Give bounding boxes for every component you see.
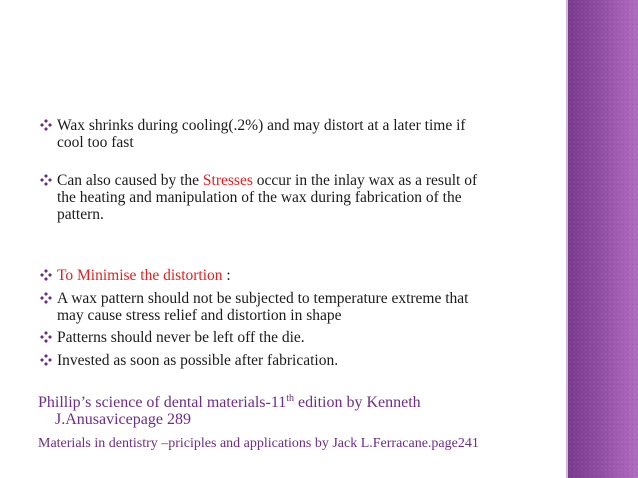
reference-ferracane: Materials in dentistry –priciples and applications by Jack L.Ferracane.page241	[38, 436, 479, 451]
highlight-stresses: Stresses	[202, 172, 253, 189]
bullet-text	[57, 267, 527, 284]
bullet-line: Invested as soon as possible after fabrication.	[57, 352, 339, 369]
bullet-text-post: :	[222, 267, 231, 284]
reference-text-line2: J.Anusavicepage 289	[55, 411, 191, 428]
bullet-text-pre: Can also caused by the	[57, 172, 203, 189]
bullet-text-post: occur in the inlay wax as a result of	[252, 172, 478, 189]
bullet-text	[57, 290, 527, 324]
reference-phillips	[38, 394, 538, 428]
diamond-bullet-icon	[40, 354, 52, 366]
bullet-line: Patterns should never be left off the die.	[57, 329, 305, 346]
diamond-bullet-icon	[40, 292, 52, 304]
diamond-bullet-icon	[40, 331, 52, 343]
highlight-minimise: To Minimise the distortion	[57, 267, 223, 284]
sidebar-texture	[568, 0, 638, 478]
reference-text: Phillip’s science of dental materials-11	[38, 394, 287, 411]
bullet-line: cool too fast	[57, 134, 134, 151]
bullet-text	[57, 172, 527, 223]
bullet-line: Wax shrinks during cooling(.2%) and may distort at a later time if	[57, 117, 466, 134]
bullet-line: may cause stress relief and distortion in shape	[57, 307, 342, 324]
diamond-bullet-icon	[40, 269, 52, 281]
bullet-text	[57, 329, 527, 346]
reference-superscript: th	[286, 393, 295, 404]
decorative-sidebar	[568, 0, 638, 478]
diamond-bullet-icon	[40, 119, 52, 131]
reference-text: edition by Kenneth	[294, 394, 421, 411]
bullet-line: pattern.	[57, 206, 104, 223]
bullet-text	[57, 352, 527, 369]
bullet-line: A wax pattern should not be subjected to temperature extreme that	[57, 290, 469, 307]
bullet-line: the heating and manipulation of the wax during fabrication of the	[57, 189, 462, 206]
diamond-bullet-icon	[40, 174, 52, 186]
bullet-text	[57, 117, 527, 151]
